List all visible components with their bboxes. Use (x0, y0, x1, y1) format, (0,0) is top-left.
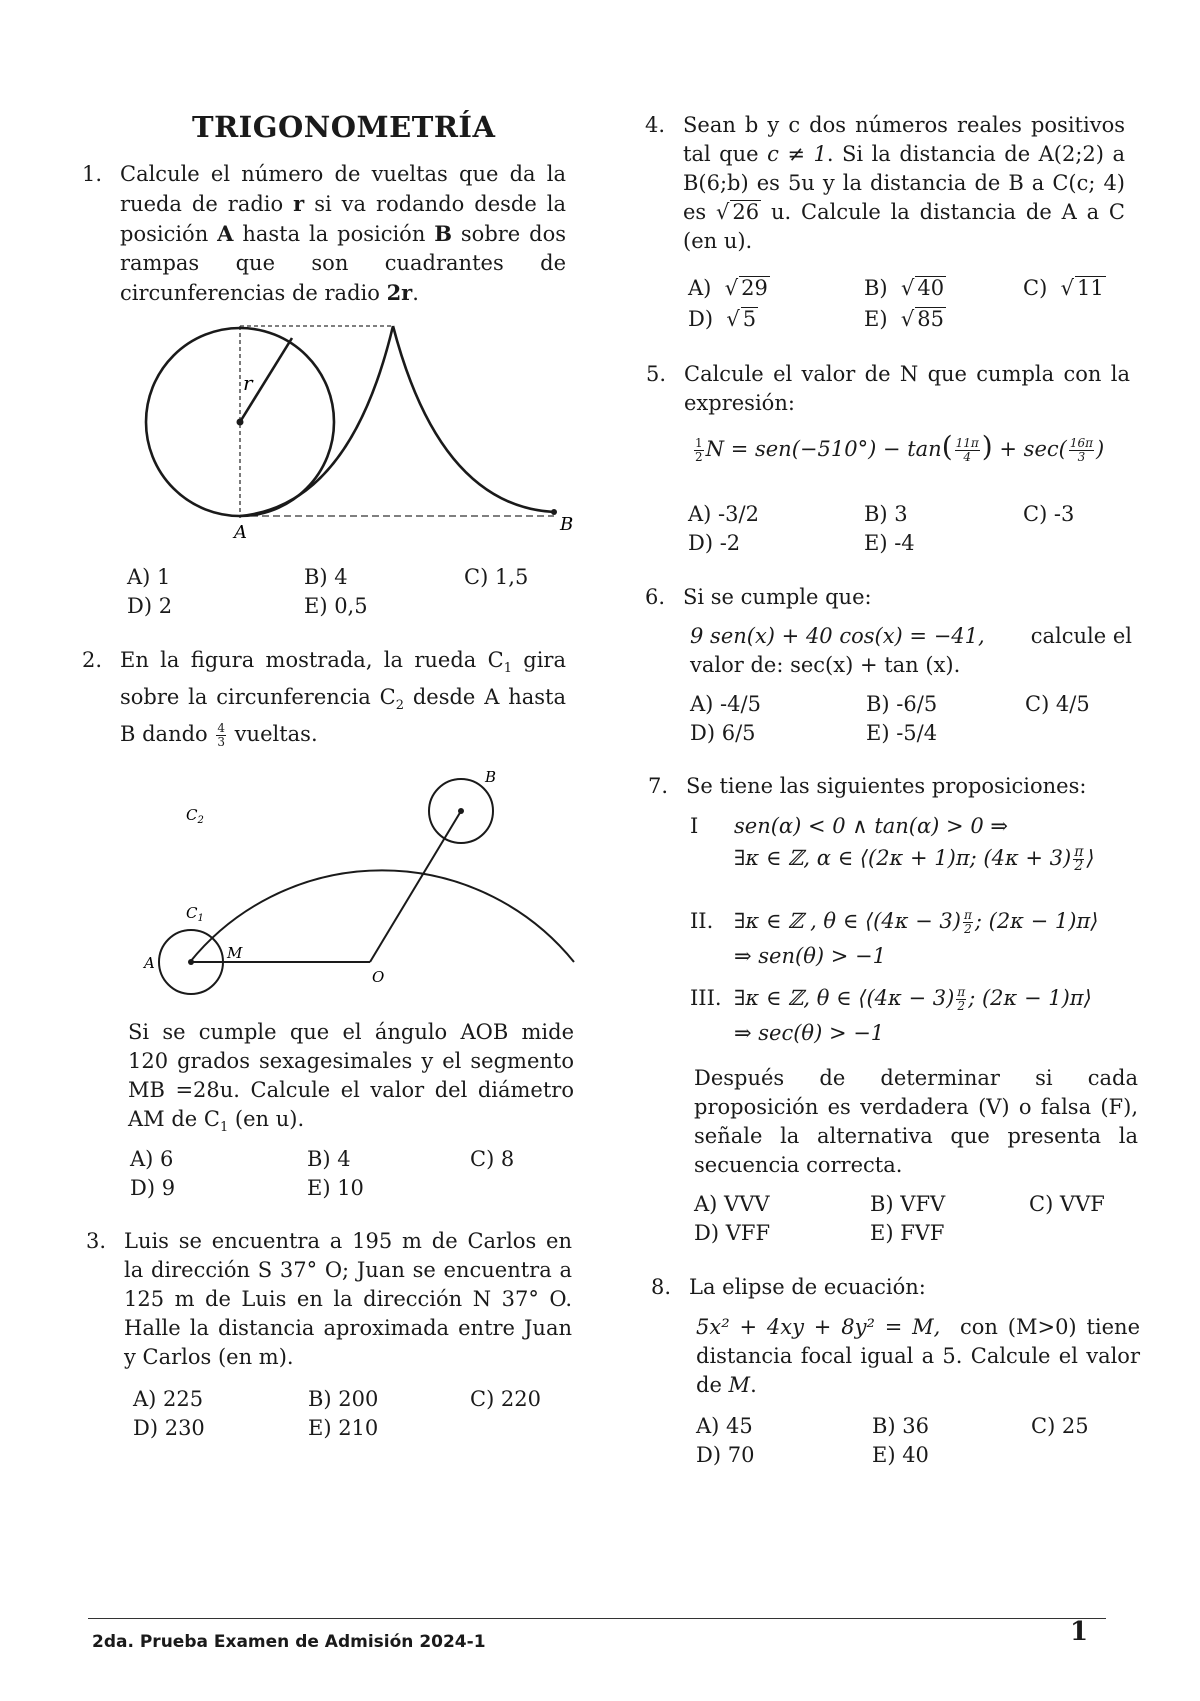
label-o: O (372, 968, 385, 986)
prop-3-label: III. (690, 986, 722, 1010)
question-text: En la figura mostrada, la rueda $C_1$ gira sobre la circunferencia $C_2$ desde A hasta B dando $\frac{4}{3}$ vueltas. (120, 648, 566, 750)
option-b[interactable]: B) VFV (870, 1192, 946, 1216)
prop-2-line-2: ⇒ sen(θ) > −1 (734, 944, 886, 968)
option-c[interactable]: C) √ 11 (1023, 276, 1104, 300)
label-c1: $C_1$ (186, 904, 204, 924)
option-d[interactable]: D) 2 (127, 594, 173, 618)
question-text: Se tiene las siguientes proposiciones: (686, 774, 1087, 798)
prop-2-line-1: ∃κ ∈ ℤ , θ ∈ ⟨(4κ − 3) $\frac{\pi}{2}$ ; (2κ − 1)π⟩ (734, 908, 1099, 936)
q8-options (696, 1412, 1136, 1472)
option-a[interactable]: A) 6 (130, 1147, 174, 1171)
q4-options (688, 274, 1128, 336)
option-c[interactable]: C) 4/5 (1025, 692, 1090, 716)
option-c[interactable]: C) VVF (1029, 1192, 1105, 1216)
option-d[interactable]: D) VFF (694, 1221, 771, 1245)
option-c[interactable]: C) 8 (470, 1147, 515, 1171)
option-e[interactable]: E) 40 (872, 1443, 929, 1467)
left-ramp-arc (240, 326, 393, 516)
option-e[interactable]: E) -4 (864, 531, 915, 555)
option-b[interactable]: B) 200 (308, 1387, 379, 1411)
option-c[interactable]: C) 1,5 (464, 565, 529, 589)
question-7 (648, 772, 1132, 801)
c1-final-center (458, 808, 464, 814)
label-b: B (485, 768, 497, 786)
question-text: La elipse de ecuación: (689, 1275, 926, 1299)
q1-figure (120, 318, 580, 550)
q2-statement: Si se cumple que el ángulo AOB mide 120 grados sexagesimales y el segmento MB =28u. Calcule el valor del diámetro AM de $C_1$ (en u). (128, 1020, 574, 1136)
option-b[interactable]: B) 4 (307, 1147, 351, 1171)
option-e[interactable]: E) √ 85 (864, 307, 944, 331)
circle-c2-arc (190, 870, 574, 962)
question-number: 1. (82, 162, 103, 186)
prop-3-line-2: ⇒ sec(θ) > −1 (734, 1021, 885, 1045)
q6-equation: 9 sen(x) + 40 cos(x) = −41, (690, 624, 985, 648)
option-c[interactable]: C) 220 (470, 1387, 542, 1411)
option-e[interactable]: E) 210 (308, 1416, 379, 1440)
q3-options (133, 1385, 593, 1445)
question-number: 4. (645, 113, 666, 137)
option-a[interactable]: A) 45 (696, 1414, 753, 1438)
option-e[interactable]: E) 0,5 (304, 594, 368, 618)
option-b[interactable]: B) √ 40 (864, 276, 945, 300)
q5-equation: $\frac{1}{2}$ N = sen(−510°) − tan( $\frac{11\pi}{4}$ ) + sec( $\frac{16\pi}{3}$ ) (695, 430, 1105, 464)
option-d[interactable]: D) 9 (130, 1176, 176, 1200)
option-e[interactable]: E) FVF (870, 1221, 945, 1245)
segment-ob (370, 811, 461, 962)
c1-center (188, 959, 194, 965)
label-a: A (144, 954, 155, 972)
question-text: Calcule el valor de N que cumpla con la expresión: (684, 362, 1130, 415)
question-text: Calcule el número de vueltas que da la rueda de radio r si va rodando desde la posición A hasta la posición B sobre dos rampas que son cuadrantes de circunferencias de radio 2r. (120, 162, 567, 305)
question-1 (82, 160, 566, 308)
question-3 (86, 1227, 572, 1372)
q2-figure (140, 752, 600, 1014)
question-text: Si se cumple que: (683, 585, 872, 609)
section-title: TRIGONOMETRÍA (192, 110, 496, 144)
prop-2-label: II. (690, 909, 714, 933)
footer-rule (88, 1618, 1106, 1619)
option-e[interactable]: E) -5/4 (866, 721, 938, 745)
option-d[interactable]: D) 6/5 (690, 721, 756, 745)
question-number: 6. (645, 585, 666, 609)
option-b[interactable]: B) 3 (864, 502, 908, 526)
option-a[interactable]: A) 225 (133, 1387, 204, 1411)
question-number: 7. (648, 774, 669, 798)
option-a[interactable]: A) √ 29 (688, 276, 768, 300)
option-e[interactable]: E) 10 (307, 1176, 364, 1200)
option-a[interactable]: A) -4/5 (690, 692, 761, 716)
label-c2: $C_2$ (186, 806, 204, 826)
question-text: Sean b y c dos números reales positivos tal que c ≠ 1. Si la distancia de A(2;2) a B(6;b) es 5u y la distancia de B a C(c; 4) es √ 26 u. Calcule la distancia de A a C (en u). (683, 113, 1125, 253)
question-2 (82, 646, 566, 749)
label-m: M (227, 944, 243, 962)
option-c[interactable]: C) -3 (1023, 502, 1075, 526)
question-number: 3. (86, 1229, 107, 1253)
option-b[interactable]: B) -6/5 (866, 692, 938, 716)
footer-label: 2da. Prueba Examen de Admisión 2024-1 (92, 1632, 486, 1652)
option-b[interactable]: B) 36 (872, 1414, 930, 1438)
question-5 (646, 360, 1130, 418)
option-a[interactable]: A) VVV (694, 1192, 770, 1216)
question-4 (645, 111, 1125, 256)
q5-options (688, 500, 1128, 560)
q7-instruction: Después de determinar si cada proposición es verdadera (V) o falsa (F), señale la alternativa que presenta la secuencia correcta. (694, 1066, 1138, 1177)
point-b (551, 509, 557, 515)
q1-options (127, 563, 587, 623)
q6-equation-tail: calcule el (1030, 624, 1132, 648)
prop-1-line-2: ∃κ ∈ ℤ, α ∈ ⟨(2κ + 1)π; (4κ + 3) $\frac{\pi}{2}$ ⟩ (734, 844, 1095, 874)
prop-1-line-1: sen(α) < 0 ∧ tan(α) > 0 ⇒ (734, 814, 1008, 838)
option-b[interactable]: B) 4 (304, 565, 348, 589)
option-a[interactable]: A) 1 (127, 565, 171, 589)
right-ramp-arc (393, 326, 554, 512)
option-d[interactable]: D) -2 (688, 531, 741, 555)
q2-options (130, 1145, 590, 1205)
label-r: r (243, 371, 253, 395)
q6-options (690, 690, 1130, 750)
question-text: Luis se encuentra a 195 m de Carlos en la dirección S 37° O; Juan se encuentra a 125 m de Luis en la dirección N 37° O. Halle la distancia aproximada entre Juan y Carlos (en m). (124, 1229, 572, 1369)
wheel-center (237, 419, 244, 426)
option-d[interactable]: D) 230 (133, 1416, 205, 1440)
option-d[interactable]: D) 70 (696, 1443, 755, 1467)
question-number: 5. (646, 362, 667, 386)
prop-1-label: I (690, 814, 699, 838)
option-c[interactable]: C) 25 (1031, 1414, 1089, 1438)
prop-3-line-1: ∃κ ∈ ℤ, θ ∈ ⟨(4κ − 3) $\frac{\pi}{2}$ ; (2κ − 1)π⟩ (734, 985, 1092, 1013)
option-d[interactable]: D) √ 5 (688, 307, 757, 331)
q6-text2: valor de: sec(x) + tan (x). (690, 653, 961, 677)
question-number: 8. (651, 1275, 672, 1299)
question-8 (651, 1273, 1135, 1302)
fraction: $\frac{4}{3}$ (217, 721, 225, 750)
q6-equation-line (690, 622, 1132, 651)
q7-options (694, 1190, 1134, 1250)
q7-propositions (690, 812, 1130, 1062)
label-a: A (234, 522, 247, 543)
label-b: B (560, 514, 574, 535)
question-6 (645, 583, 1133, 612)
option-a[interactable]: A) -3/2 (688, 502, 759, 526)
page-number: 1 (1070, 1617, 1089, 1647)
q8-statement: 5x² + 4xy + 8y² = M, con (M>0) tiene distancia focal igual a 5. Calcule el valor de M. (696, 1315, 1140, 1397)
question-number: 2. (82, 648, 103, 672)
